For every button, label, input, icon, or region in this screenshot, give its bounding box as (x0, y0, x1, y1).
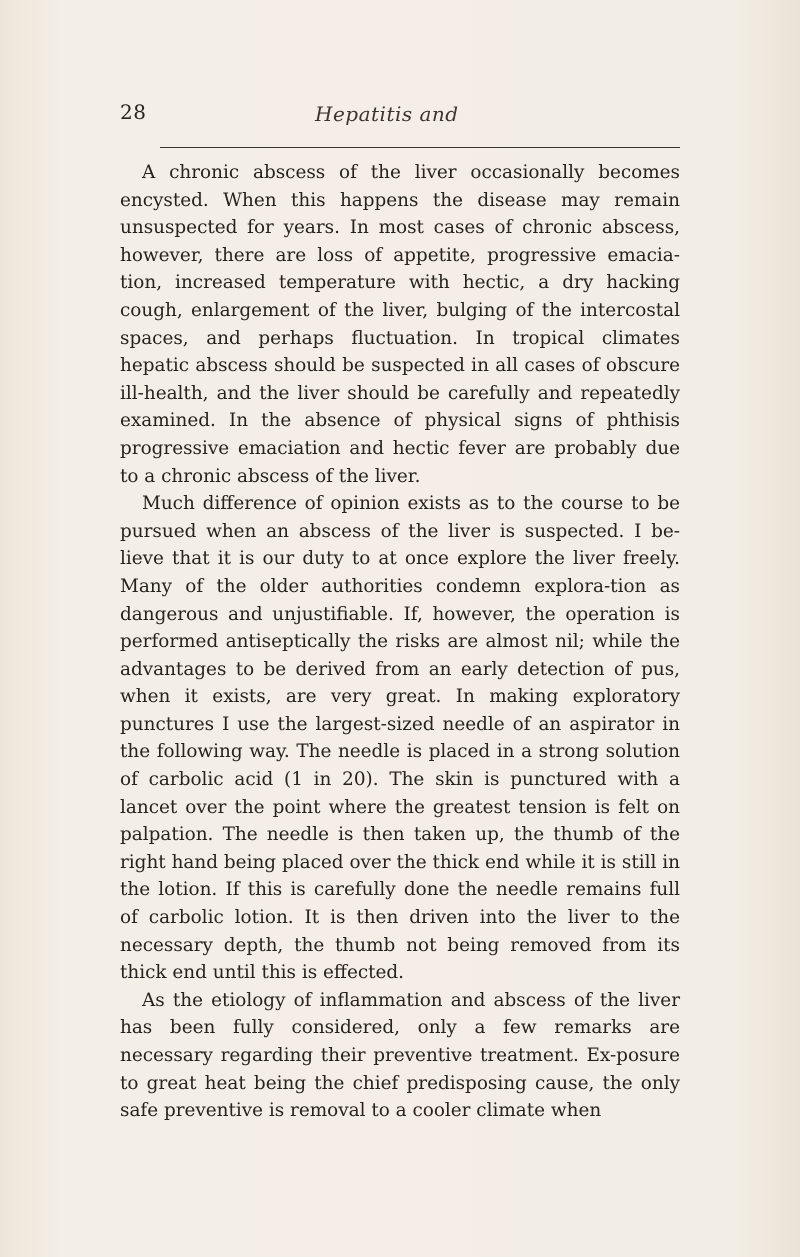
page-number: 28 (120, 100, 147, 124)
paragraph-chronic-abscess: A chronic abscess of the liver occasionally becomes encysted. When this happens the disease may remain unsuspected for years. In most cases of chronic abscess, however, there are loss of appetite, progressive emacia-tion, increased temperature with hectic, a dry hacking cough, enlargement of the liver, bulging of the intercostal spaces, and perhaps fluctuation. In tropical climates hepatic abscess should be suspected in all cases of obscure ill-health, and the liver should be carefully and repeatedly examined. In the absence of physical signs of phthisis progressive emaciation and hectic fever are probably due to a chronic abscess of the liver. (120, 162, 680, 487)
header-rule (160, 147, 680, 148)
body-text (120, 159, 680, 1125)
paragraph-exploration: Much difference of opinion exists as to the course to be pursued when an abscess of the liver is suspected. I be-lieve that it is our duty to at once explore the liver freely. Many of the older authorities condemn explora-tion as dangerous and unjustifiable. If, however, the operation is performed antiseptically the risks are almost nil; while the advantages to be derived from an early detection of pus, when it exists, are very great. In making exploratory punctures I use the largest-sized needle of an aspirator in the following way. The needle is placed in a strong solution of carbolic acid (1 in 20). The skin is punctured with a lancet over the point where the greatest tension is felt on palpation. The needle is then taken up, the thumb of the right hand being placed over the thick end while it is still in the lotion. If this is carefully done the needle remains full of carbolic lotion. It is then driven into the liver to the necessary depth, the thumb not being removed from its thick end until this is effected. (120, 493, 680, 984)
paragraph-prevention: As the etiology of inflammation and abscess of the liver has been fully considered, only a few remarks are necessary regarding their preventive treatment. Ex-posure to great heat being the chief predisposing cause, the only safe preventive is removal to a cooler climate when (120, 989, 680, 1122)
running-head: Hepatitis and (315, 102, 459, 126)
page-header (120, 100, 680, 140)
